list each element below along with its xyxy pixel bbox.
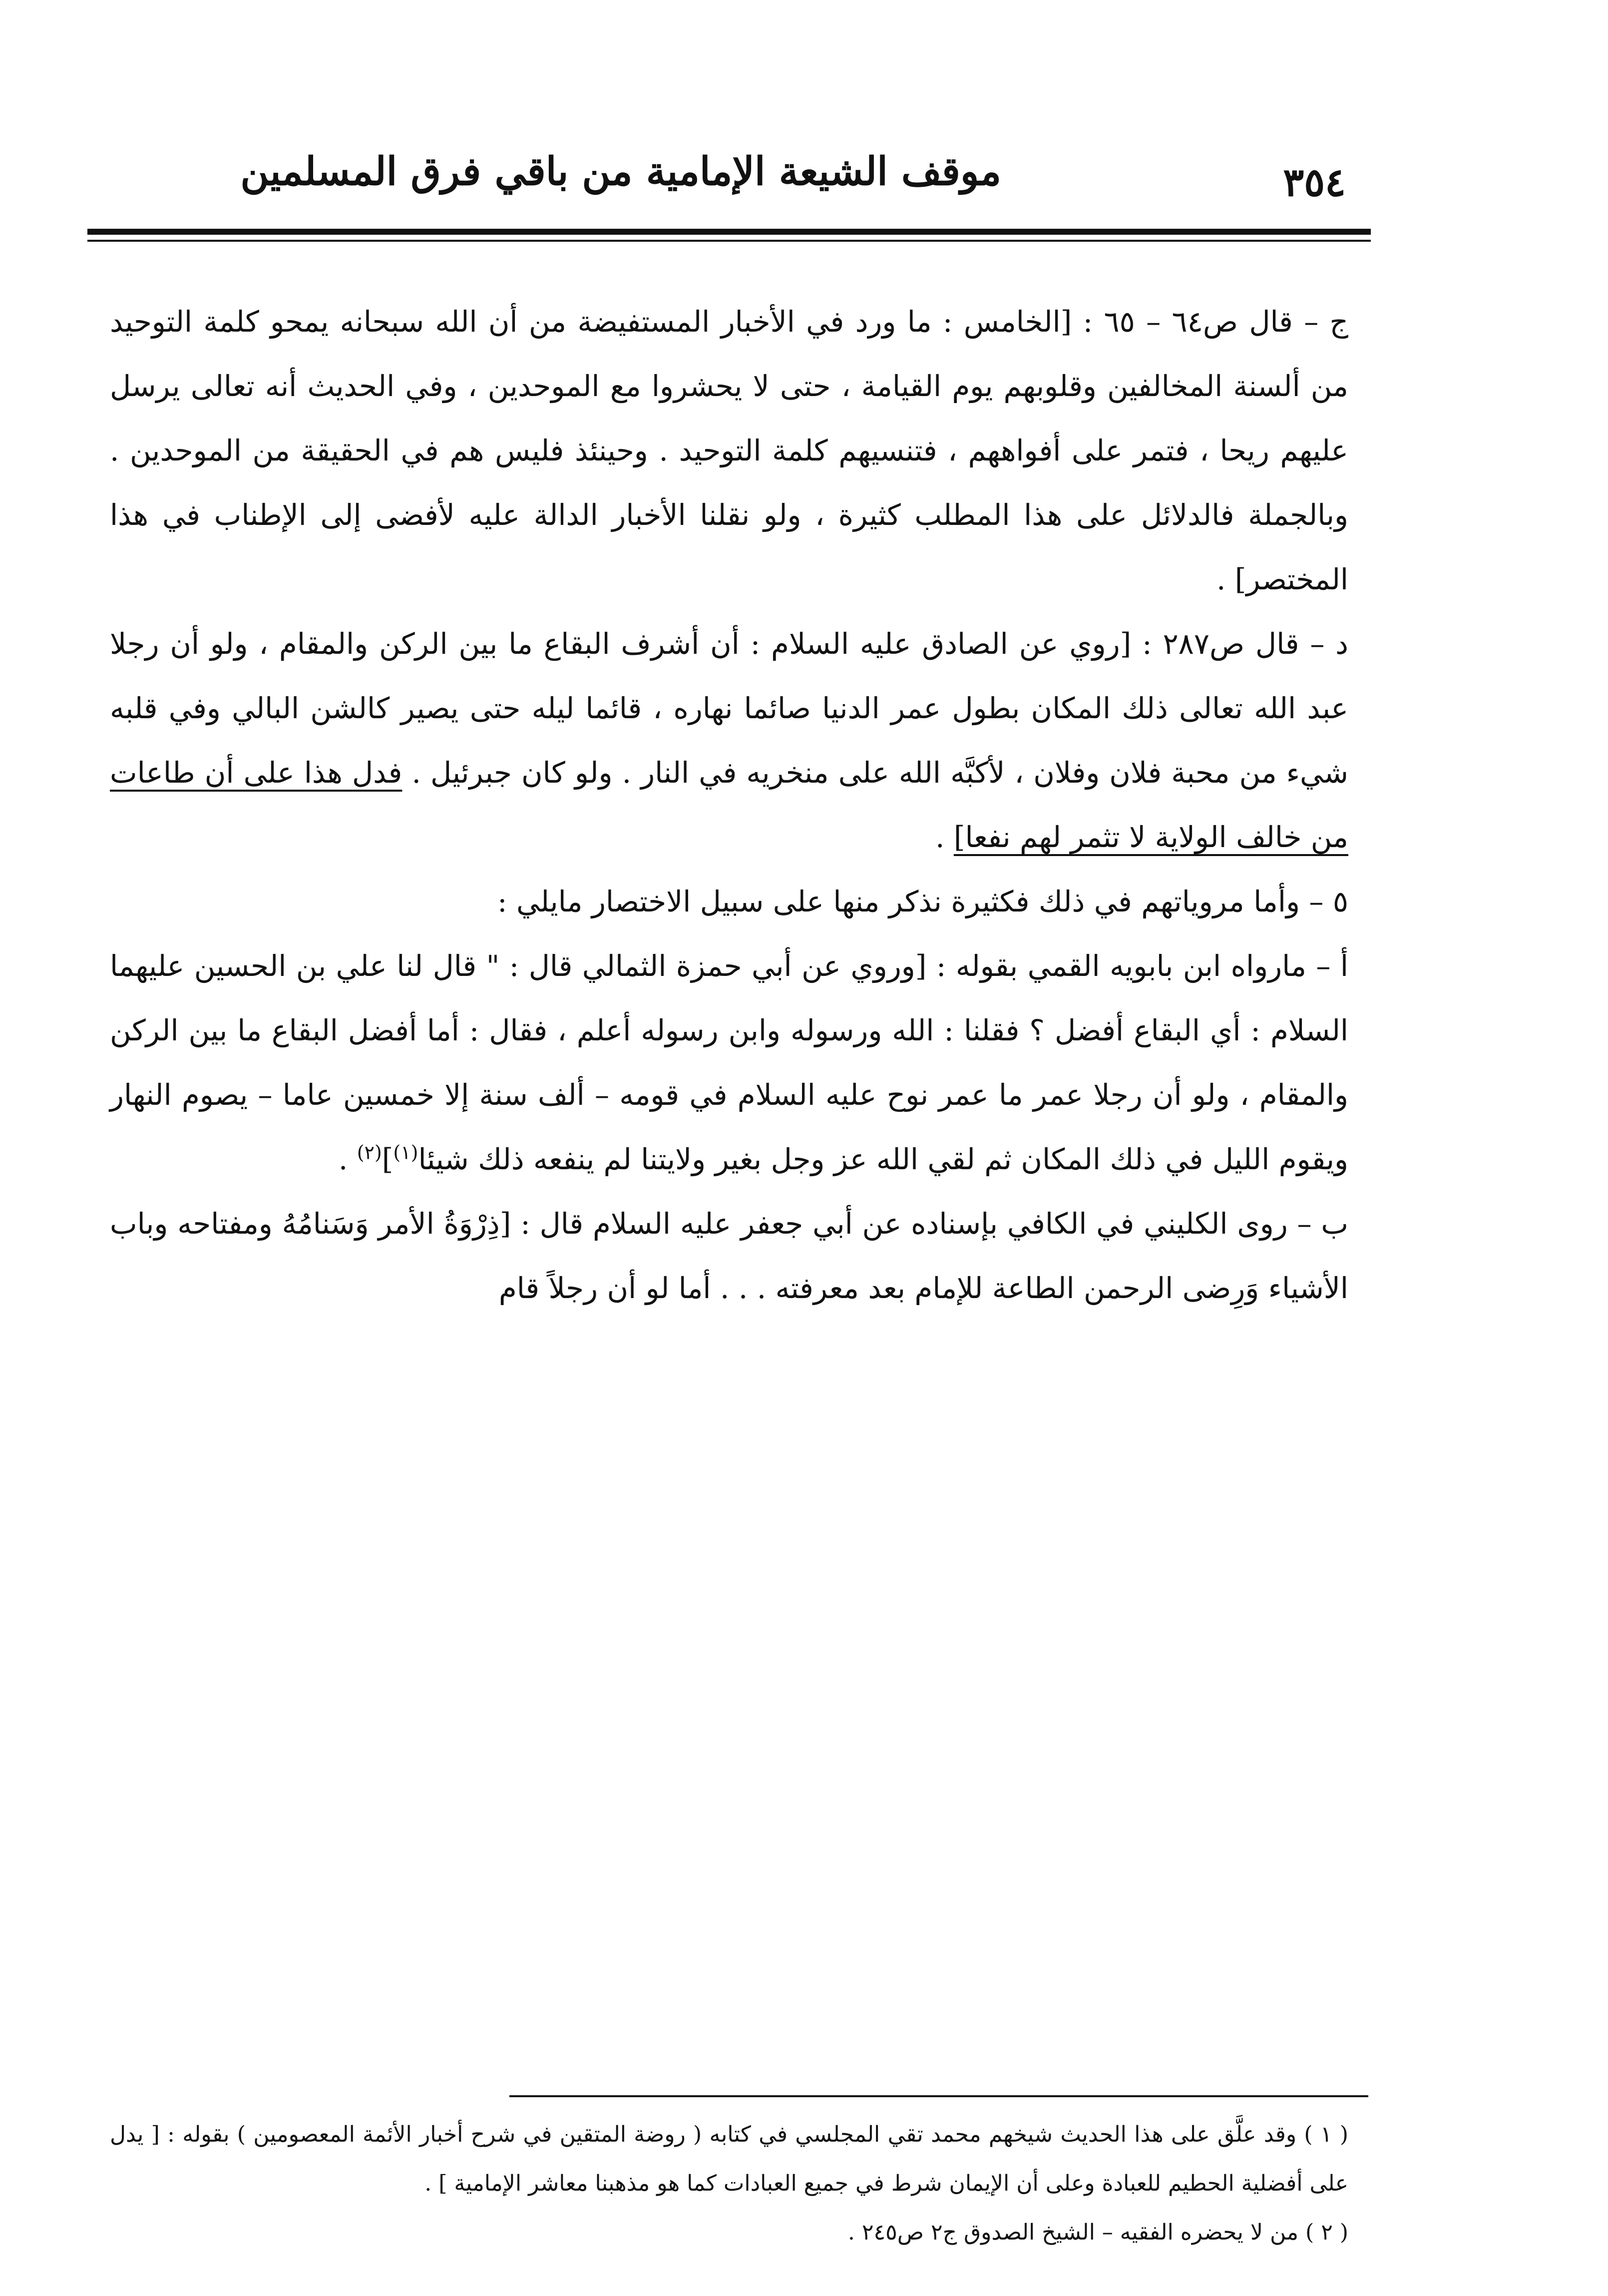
header-rule-thin [87,240,1371,242]
paragraph-dal [110,612,1348,870]
bracket-close: ] [382,1142,394,1176]
paragraph-tail: . [338,1142,357,1176]
paragraph-ba [110,1192,1348,1321]
footnote-1: ( ١ ) وقد علَّق على هذا الحديث شيخهم محمد تقي المجلسي في كتابه ( روضة المتقين في شرح أخبار الأئمة المعصومين ) بقوله : [ يدل على أفضلية الحطيم للعبادة وعلى أن الإيمان شرط في جميع العبادات كما هو مذهبنا معاشر الإمامية ] . [110,2122,1348,2196]
paragraph-five [110,870,1348,934]
body-text [110,290,1348,1321]
page-number: ٣٥٤ [1283,160,1346,205]
paragraph-text: ٥ – وأما مروياتهم في ذلك فكثيرة نذكر منها على سبيل الاختصار مايلي : [497,885,1348,918]
footnote-ref-1[interactable]: (١) [393,1141,418,1164]
paragraph-tail: . [935,820,954,854]
paragraph-text: ب – روى الكليني في الكافي بإسناده عن أبي جعفر عليه السلام قال : [ذِرْوَةُ الأمر وَسَنامُهُ ومفتاحه وباب الأشياء وَرِضى الرحمن الطاعة للإمام بعد معرفته . . . أما لو أن رجلاً قام [110,1207,1348,1305]
footnote-2: ( ٢ ) من لا يحضره الفقيه – الشيخ الصدوق ج٢ ص٢٤٥ . [847,2220,1348,2245]
running-title: موقف الشيعة الإمامية من باقي فرق المسلمين [240,149,1001,194]
paragraph-text: د – قال ص٢٨٧ : [روي عن الصادق عليه السلام : أن أشرف البقاع ما بين الركن والمقام ، ولو أن رجلا عبد الله تعالى ذلك المكان بطول عمر الدنيا صائما نهاره ، قائما ليله حتى يصير كالشن البالي وفي قلبه شيء من محبة فلان وفلان ، لأكبَّه الله على منخريه في النار . ولو كان جبرئيل . [110,627,1348,790]
footnote-separator [509,2095,1368,2097]
footnote-ref-2[interactable]: (٢) [357,1141,382,1164]
page-header [87,125,1371,225]
header-rule-thick [87,229,1371,235]
underlined-quote: فدل هذا على أن طاعات من خالف الولاية لا تثمر لهم نفعا] [110,756,1348,854]
footnotes [110,2110,1348,2257]
paragraph-jim [110,290,1348,612]
paragraph-alif [110,934,1348,1192]
paragraph-text: ج – قال ص٦٤ – ٦٥ : [الخامس : ما ورد في الأخبار المستفيضة من أن الله سبحانه يمحو كلمة التوحيد من ألسنة المخالفين وقلوبهم يوم القيامة ، حتى لا يحشروا مع الموحدين ، وفي الحديث أنه تعالى يرسل عليهم ريحا ، فتمر على أفواههم ، فتنسيهم كلمة التوحيد . وحينئذ فليس هم في الحقيقة من الموحدين . وبالجملة فالدلائل على هذا المطلب كثيرة ، ولو نقلنا الأخبار الدالة عليه لأفضى إلى الإطناب في هذا المختصر] . [110,305,1348,596]
paragraph-text: أ – مارواه ابن بابويه القمي بقوله : [وروي عن أبي حمزة الثمالي قال : " قال لنا علي بن الحسين عليهما السلام : أي البقاع أفضل ؟ فقلنا : الله ورسوله وابن رسوله أعلم ، فقال : أما أفضل البقاع ما بين الركن والمقام ، ولو أن رجلا عمر ما عمر نوح عليه السلام في قومه – ألف سنة إلا خمسين عاما – يصوم النهار ويقوم الليل في ذلك المكان ثم لقي الله عز وجل بغير ولايتنا لم ينفعه ذلك شيئا [110,949,1348,1176]
